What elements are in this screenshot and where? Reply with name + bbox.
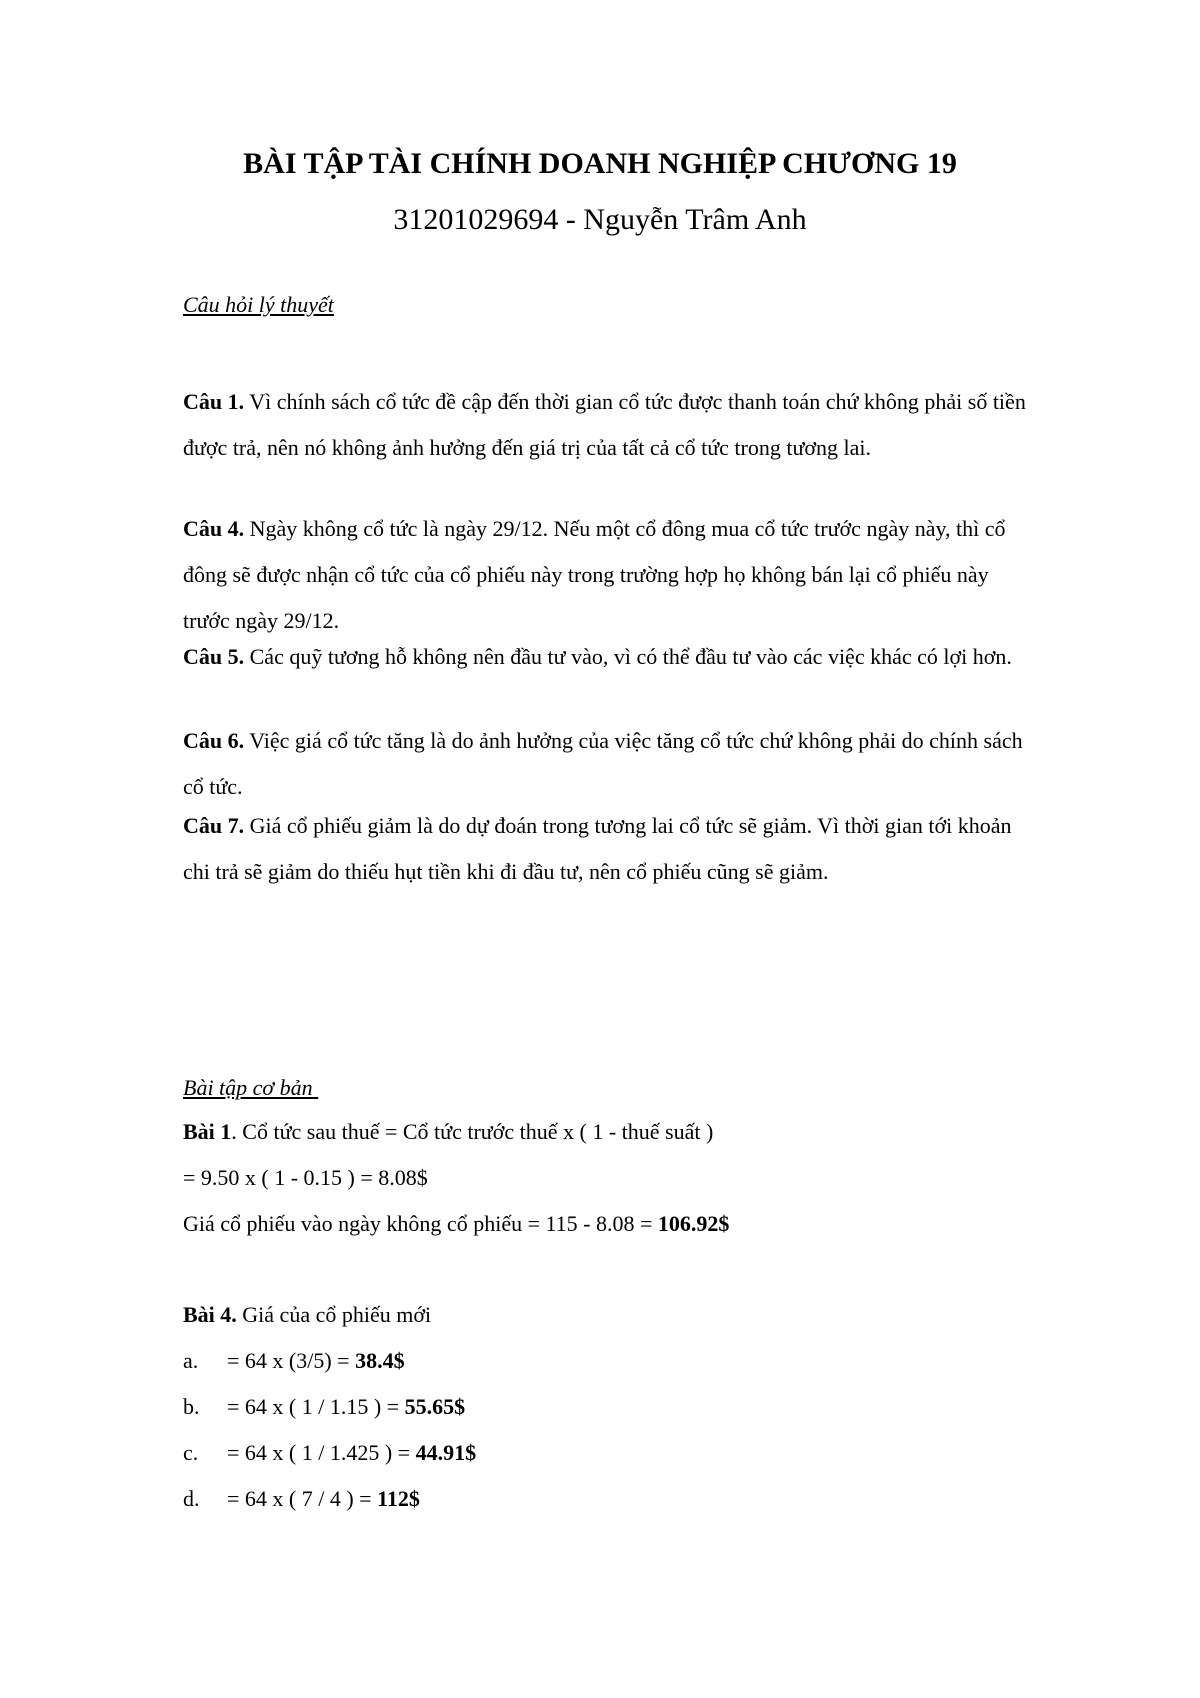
item-letter: b.	[183, 1394, 200, 1419]
document-title: BÀI TẬP TÀI CHÍNH DOANH NGHIỆP CHƯƠNG 19	[243, 147, 957, 180]
question-text: Các quỹ tương hỗ không nên đầu tư vào, vì có thể đầu tư vào các việc khác có lợi hơn.	[244, 644, 1012, 669]
bai4-item-a	[183, 1346, 405, 1376]
item-expression: = 64 x (3/5) =	[227, 1348, 356, 1373]
item-result: 55.65$	[404, 1394, 466, 1419]
question-text: Giá cổ phiếu giảm là do dự đoán trong tương lai cổ tức sẽ giảm. Vì thời gian tới khoản chi trả sẽ giảm do thiếu hụt tiền khi đi đầu tư, nên cổ phiếu cũng sẽ giảm.	[183, 813, 1012, 884]
theory-item-7	[183, 803, 1033, 895]
question-text: Ngày không cổ tức là ngày 29/12. Nếu một cổ đông mua cổ tức trước ngày này, thì cổ đông sẽ được nhận cổ tức của cổ phiếu này trong trường hợp họ không bán lại cổ phiếu này trước ngày 29/12.	[183, 516, 1006, 633]
bai4-intro	[183, 1300, 431, 1330]
theory-item-5	[183, 634, 1033, 680]
theory-heading: Câu hỏi lý thuyết	[183, 292, 334, 317]
exercise-label: Bài 4.	[183, 1302, 237, 1327]
item-letter: c.	[183, 1440, 199, 1465]
bai1-line-2: = 9.50 x ( 1 - 0.15 ) = 8.08$	[183, 1165, 428, 1190]
question-label: Câu 5.	[183, 644, 245, 669]
exercise-result: 106.92$	[657, 1211, 730, 1236]
bai1-line-1	[183, 1117, 713, 1147]
item-expression: = 64 x ( 1 / 1.425 ) =	[227, 1440, 416, 1465]
exercise-text: . Cổ tức sau thuế = Cổ tức trước thuế x ( 1 - thuế suất )	[231, 1119, 714, 1144]
item-letter: a.	[183, 1348, 199, 1373]
bai4-item-d	[183, 1484, 420, 1514]
theory-item-6	[183, 718, 1033, 810]
item-result: 44.91$	[415, 1440, 477, 1465]
bai4-item-c	[183, 1438, 476, 1468]
question-label: Câu 6.	[183, 728, 245, 753]
item-expression: = 64 x ( 1 / 1.15 ) =	[227, 1394, 405, 1419]
basic-heading: Bài tập cơ bản	[183, 1075, 319, 1100]
item-letter: d.	[183, 1486, 200, 1511]
question-label: Câu 4.	[183, 516, 245, 541]
question-text: Vì chính sách cổ tức đề cập đến thời gian cổ tức được thanh toán chứ không phải số tiền được trả, nên nó không ảnh hưởng đến giá trị của tất cả cổ tức trong tương lai.	[183, 389, 1026, 460]
document-subtitle: 31201029694 - Nguyễn Trâm Anh	[393, 203, 807, 236]
item-result: 38.4$	[355, 1348, 405, 1373]
theory-item-1	[183, 379, 1033, 471]
question-text: Việc giá cổ tức tăng là do ảnh hưởng của việc tăng cổ tức chứ không phải do chính sách cổ tức.	[183, 728, 1023, 799]
bai4-item-b	[183, 1392, 465, 1422]
exercise-label: Bài 1	[183, 1119, 232, 1144]
exercise-text: Giá của cổ phiếu mới	[236, 1302, 432, 1327]
exercise-text: Giá cổ phiếu vào ngày không cổ phiếu = 115 - 8.08 =	[183, 1211, 658, 1236]
bai1-line-3	[183, 1209, 729, 1239]
item-result: 112$	[377, 1486, 420, 1511]
question-label: Câu 7.	[183, 813, 245, 838]
question-label: Câu 1.	[183, 389, 245, 414]
theory-item-4	[183, 506, 1033, 644]
item-expression: = 64 x ( 7 / 4 ) =	[227, 1486, 378, 1511]
